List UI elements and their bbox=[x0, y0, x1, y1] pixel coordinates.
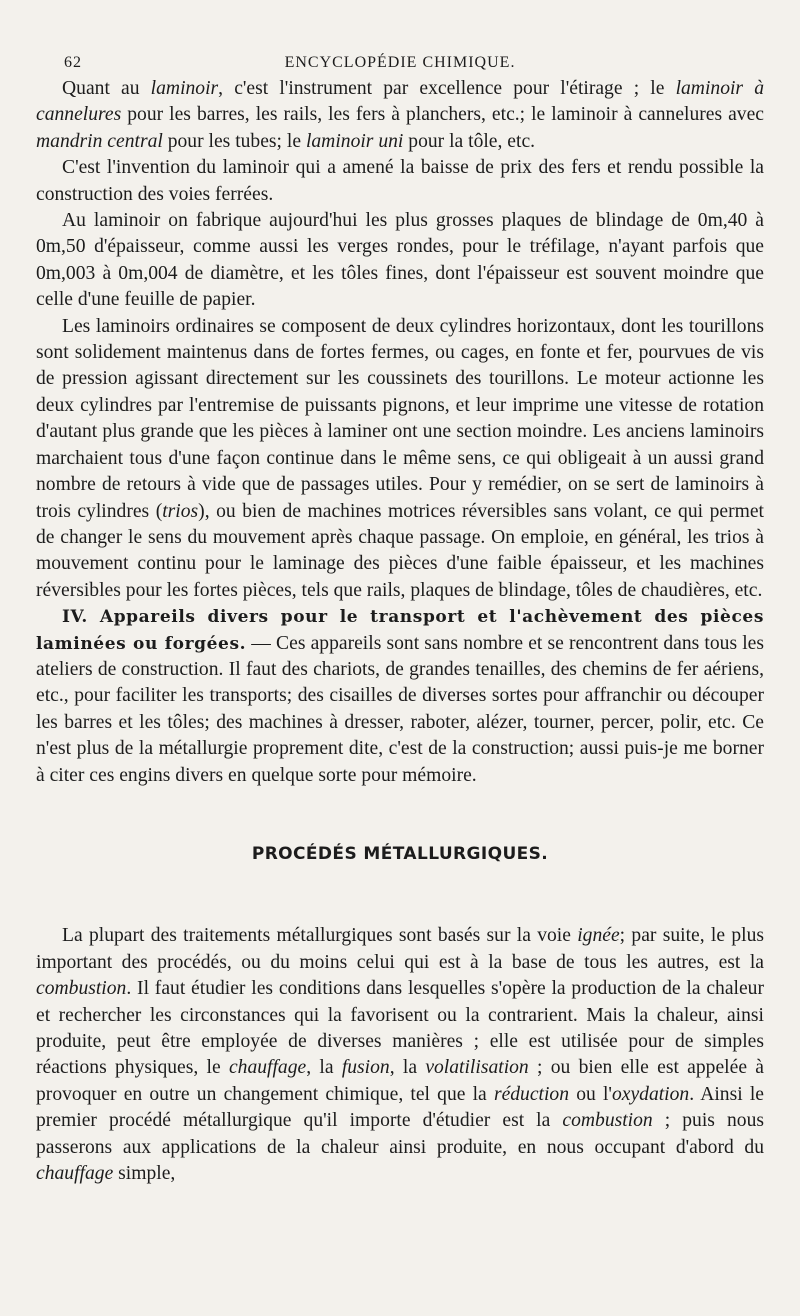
emphasis: combustion bbox=[562, 1110, 653, 1132]
section-title: PROCÉDÉS MÉTALLURGIQUES. bbox=[251, 843, 549, 864]
paragraph-appareils-divers bbox=[36, 604, 764, 789]
body-text bbox=[36, 76, 764, 1187]
emphasis: réduction bbox=[493, 1083, 570, 1105]
emphasis: laminoir bbox=[150, 78, 219, 99]
emphasis: laminoir à cannelures bbox=[36, 78, 764, 126]
running-title: ENCYCLOPÉDIE CHIMIQUE. bbox=[284, 54, 516, 71]
section-heading: IV. Appareils divers pour le transport et l'achèvement des pièces laminées ou forgées. bbox=[36, 607, 764, 654]
running-header bbox=[36, 46, 764, 76]
paragraph-laminoirs-ordinaires: Les laminoirs ordinaires se composent de deux cylindres horizontaux, dont les tourillons sont solidement maintenus dans de fortes fermes, ou cages, en fonte et fer, pourvues de vis de pression agissant directement sur les coussinets des tourillons. Le moteur actionne les deux cylindres par l'entremise de puissants pignons, et leur imprime une vitesse de rotation d'autant plus grande que les pièces à laminer ont une section moindre. Les anciens laminoirs marchaient tous d'une façon continue dans le même sens, ce qui obligeait à un aussi grand nombre de retours à vide que de passages utiles. Pour y remédier, on se sert de laminoirs à trois cylindres (trios), ou bien de machines motrices réversibles sans volant, ce qui permet de changer le sens du mouvement après chaque passage. On emploie, en général, les trios à mouvement continu pour le laminage des pièces d'une faible épaisseur, et les machines réversibles pour les fortes pièces, tels que rails, plaques de blindage, tôles de chaudières, etc. bbox=[36, 315, 764, 601]
paragraph-traitements: La plupart des traitements métallurgiques sont basés sur la voie ignée; par suite, le plus important des procédés, ou du moins celui qui est à la base de tous les autres, est la combustion. Il faut étudier les conditions dans lesquelles s'opère la production de la chaleur et rechercher les circonstances qui la favorisent ou la contrarient. Mais la chaleur, ainsi produite, peut être employée de diverses manières ; elle est utilisée pour de simples réactions physiques, le chauffage, la fusion, la volatilisation ; ou bien elle est appelée à provoquer en outre un changement chimique, tel que la réduction ou l'oxydation. Ainsi le premier procédé métallurgique qu'il importe d'étudier est la combustion ; puis nous passerons aux applications de la chaleur ainsi produite, en nous occupant d'abord du chauffage simple, bbox=[36, 925, 764, 1185]
paragraph-appareils-text: — Ces appareils sont sans nombre et se rencontrent dans tous les ateliers de construction. Il faut des chariots, de grandes tenailles, des chemins de fer aériens, etc., pour faciliter les transports; des cisailles de diverses sortes pour affranchir ou découper les barres et les tôles; des machines à dresser, raboter, alézer, tourner, percer, polir, etc. Ce n'est plus de la métallurgie proprement dite, c'est de la construction; aussi puis-je me borner à citer ces engins divers en quelque sorte pour mémoire. bbox=[36, 632, 764, 786]
emphasis: chauffage bbox=[36, 1163, 114, 1185]
emphasis: ignée bbox=[577, 925, 620, 947]
page-number: 62 bbox=[64, 54, 82, 71]
paragraph-blindage: Au laminoir on fabrique aujourd'hui les plus grosses plaques de blindage de 0m,40 à 0m,50 d'épaisseur, comme aussi les verges rondes, pour le tréfilage, n'ayant parfois que 0m,003 à 0m,004 de diamètre, et les tôles fines, dont l'épaisseur est souvent moindre que celle d'une feuille de papier. bbox=[36, 210, 764, 311]
paragraph-invention: C'est l'invention du laminoir qui a amené la baisse de prix des fers et rendu possible la construction des voies ferrées. bbox=[36, 157, 764, 205]
emphasis: laminoir uni bbox=[305, 130, 404, 152]
paragraph-laminoir: Quant au laminoir, c'est l'instrument par excellence pour l'étirage ; le laminoir à cannelures pour les barres, les rails, les fers à planchers, etc.; le laminoir à cannelures avec mandrin central pour les tubes; le laminoir uni pour la tôle, etc. bbox=[36, 78, 764, 152]
emphasis: fusion bbox=[341, 1057, 390, 1079]
emphasis: combustion bbox=[36, 978, 127, 1000]
emphasis: trios bbox=[162, 500, 199, 522]
emphasis: volatilisation bbox=[425, 1057, 529, 1079]
emphasis: chauffage bbox=[228, 1057, 307, 1079]
emphasis: oxydation bbox=[611, 1083, 690, 1105]
emphasis: mandrin central bbox=[36, 130, 163, 152]
